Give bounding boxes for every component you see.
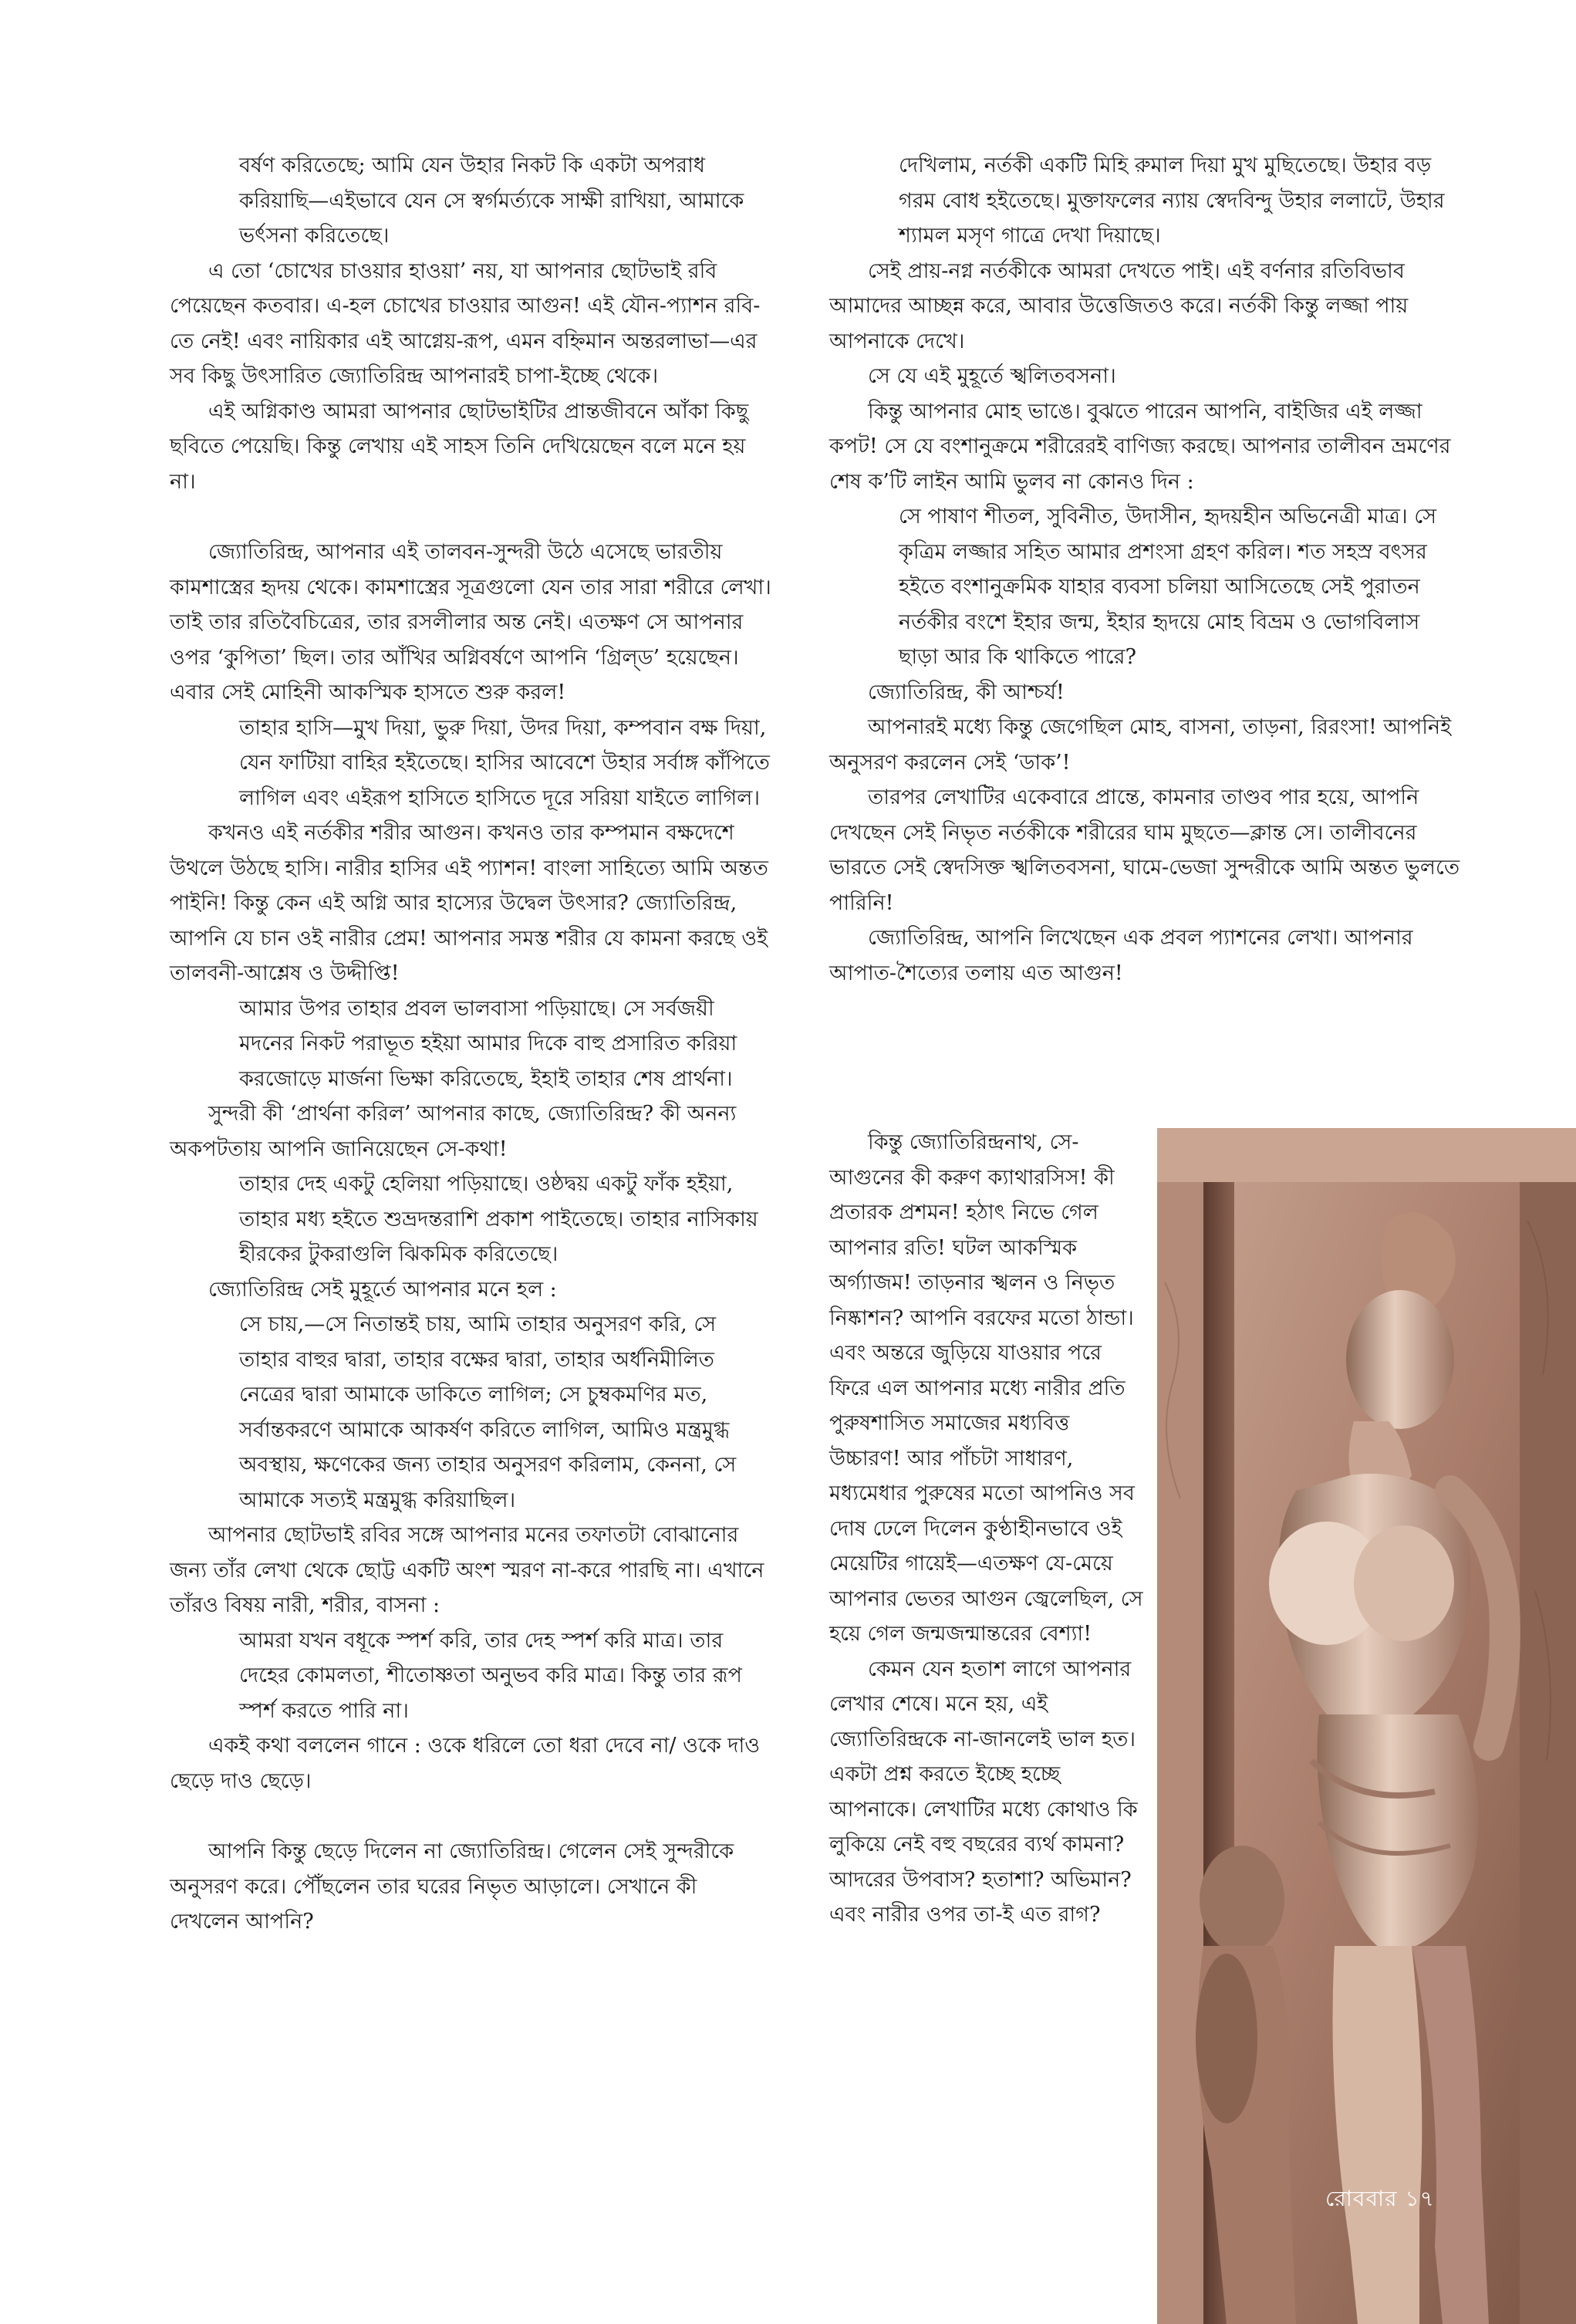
body-paragraph: এই অগ্নিকাণ্ড আমরা আপনার ছোটভাইটির প্রান্তজীবনে আঁকা কিছু ছবিতে পেয়েছি। কিন্তু লেখায় এই সাহস তিনি দেখিয়েছেন বলে মনে হয় না। xyxy=(170,399,749,494)
quoted-passage: সে চায়,—সে নিতান্তই চায়, আমি তাহার অনুসরণ করি, সে তাহার বাহুর দ্বারা, তাহার বক্ষের দ্বারা, তাহার অর্ধনিমীলিত নেত্রের দ্বারা আমাকে ডাকিতে লাগিল; সে চুম্বকমণির মত, সর্বান্তকরণে আমাকে আকর্ষণ করিতে লাগিল, আমিও মন্ত্রমুগ্ধ অবস্থায়, ক্ষণেকের জন্য তাহার অনুসরণ করিলাম, কেননা, সে আমাকে সত্যই মন্ত্রমুগ্ধ করিয়াছিল। xyxy=(239,1312,737,1512)
quoted-passage: সে পাষাণ শীতল, সুবিনীত, উদাসীন, হৃদয়হীন অভিনেত্রী মাত্র। সে কৃত্রিম লজ্জার সহিত আমার প্রশংসা গ্রহণ করিল। শত সহস্র বৎসর হইতে বংশানুক্রমিক যাহার ব্যবসা চলিয়া আসিতেছে সেই পুরাতন নর্তকীর বংশে ইহার জন্ম, ইহার হৃদয়ে মোহ বিভ্রম ও ভোগবিলাস ছাড়া আর কি থাকিতে পারে? xyxy=(899,505,1437,669)
temple-sculpture-photo xyxy=(1157,1128,1576,2324)
page-folio: রোববার ১৭ xyxy=(1325,2186,1435,2211)
paragraph-gap xyxy=(170,1799,771,1834)
body-paragraph: কিন্তু জ্যোতিরিন্দ্রনাথ, সে-আগুনের কী করুণ ক্যাথারসিস! কী প্রতারক প্রশমন! হঠাৎ নিভে গেল আপনার রতি! ঘটল আকস্মিক অর্গ্যাজম! তাড়নার স্খলন ও নিভৃত নিষ্কাশন? আপনি বরফের মতো ঠান্ডা। এবং অন্তরে জুড়িয়ে যাওয়ার পরে ফিরে এল আপনার মধ্যে নারীর প্রতি পুরুষশাসিত সমাজের মধ্যবিত্ত উচ্চারণ! আর পাঁচটা সাধারণ, মধ্যমেধার পুরুষের মতো আপনিও সব দোষ ঢেলে দিলেন কুণ্ঠাহীনভাবে ওই মেয়েটির গায়েই—এতক্ষণ যে-মেয়ে আপনার ভেতর আগুন জ্বেলেছিল, সে হয়ে গেল জন্মজন্মান্তরের বেশ্যা! xyxy=(829,1130,1143,1646)
body-paragraph: সেই প্রায়-নগ্ন নর্তকীকে আমরা দেখতে পাই। এই বর্ণনার রতিবিভাব আমাদের আচ্ছন্ন করে, আবার উত্তেজিতও করে। নর্তকী কিন্তু লজ্জা পায় আপনাকে দেখে। xyxy=(829,258,1409,353)
quoted-passage: আমার উপর তাহার প্রবল ভালবাসা পড়িয়াছে। সে সর্বজয়ী মদনের নিকট পরাভূত হইয়া আমার দিকে বাহু প্রসারিত করিয়া করজোড়ে মার্জনা ভিক্ষা করিতেছে, ইহাই তাহার শেষ প্রার্থনা। xyxy=(239,996,737,1091)
quoted-passage: বর্ষণ করিতেছে; আমি যেন উহার নিকট কি একটা অপরাধ করিয়াছি—এইভাবে যেন সে স্বর্গমর্ত্যকে সাক্ষী রাখিয়া, আমাকে ভর্ৎসনা করিতেছে। xyxy=(239,154,744,248)
article-column-right xyxy=(829,148,1462,991)
body-paragraph: কখনও এই নর্তকীর শরীর আগুন। কখনও তার কম্পমান বক্ষদেশে উথলে উঠছে হাসি। নারীর হাসির এই প্যাশন! বাংলা সাহিত্যে আমি অন্তত পাইনি! কিন্তু কেন এই অগ্নি আর হাস্যের উদ্বেল উৎসার? জ্যোতিরিন্দ্র, আপনি যে চান ওই নারীর প্রেম! আপনার সমস্ত শরীর যে কামনা করছে ওই তালবনী-আশ্লেষ ও উদ্দীপ্তি! xyxy=(170,821,768,985)
body-paragraph: আপনার ছোটভাই রবির সঙ্গে আপনার মনের তফাতটা বোঝানোর জন্য তাঁর লেখা থেকে ছোট্ট একটি অংশ স্মরণ না-করে পারছি না। এখানে তাঁরও বিষয় নারী, শরীর, বাসনা : xyxy=(170,1523,764,1617)
quoted-passage: দেখিলাম, নর্তকী একটি মিহি রুমাল দিয়া মুখ মুছিতেছে। উহার বড় গরম বোধ হইতেছে। মুক্তাফলের ন্যায় স্বেদবিন্দু উহার ললাটে, উহার শ্যামল মসৃণ গাত্রে দেখা দিয়াছে। xyxy=(899,154,1445,248)
quoted-passage: তাহার দেহ একটু হেলিয়া পড়িয়াছে। ওষ্ঠদ্বয় একটু ফাঁক হইয়া, তাহার মধ্য হইতে শুভ্রদন্তরাশি প্রকাশ পাইতেছে। তাহার নাসিকায় হীরকের টুকরাগুলি ঝিকমিক করিতেছে। xyxy=(239,1172,758,1266)
article-column-left xyxy=(170,148,771,1940)
body-paragraph: জ্যোতিরিন্দ্র সেই মুহূর্তে আপনার মনে হল : xyxy=(208,1277,557,1302)
body-paragraph: এ তো ‘চোখের চাওয়ার হাওয়া’ নয়, যা আপনার ছোটভাই রবি পেয়েছেন কতবার। এ-হল চোখের চাওয়ার আগুন! এই যৌন-প্যাশন রবি-তে নেই! এবং নায়িকার এই আগ্নেয়-রূপ, এমন বহ্নিমান অন্তরলাভা—এর সব কিছু উৎসারিত জ্যোতিরিন্দ্র আপনারই চাপা-ইচ্ছে থেকে। xyxy=(170,258,761,388)
paragraph-gap xyxy=(170,499,771,535)
body-paragraph: জ্যোতিরিন্দ্র, কী আশ্চর্য! xyxy=(868,680,1065,704)
body-paragraph: জ্যোতিরিন্দ্র, আপনি লিখেছেন এক প্রবল প্যাশনের লেখা। আপনার আপাত-শৈত্যের তলায় এত আগুন! xyxy=(829,926,1413,985)
quoted-passage: আমরা যখন বধূকে স্পর্শ করি, তার দেহ স্পর্শ করি মাত্র। তার দেহের কোমলতা, শীতোষ্ণতা অনুভব করি মাত্র। কিন্তু তার রূপ স্পর্শ করতে পারি না। xyxy=(239,1628,742,1723)
article-column-right-narrow xyxy=(829,1125,1146,1933)
body-paragraph: একই কথা বললেন গানে : ওকে ধরিলে তো ধরা দেবে না/ ওকে দাও ছেড়ে দাও ছেড়ে। xyxy=(170,1734,761,1793)
body-paragraph: সুন্দরী কী ‘প্রার্থনা করিল’ আপনার কাছে, জ্যোতিরিন্দ্র? কী অনন্য অকপটতায় আপনি জানিয়েছেন সে-কথা! xyxy=(170,1102,737,1161)
body-paragraph: আপনারই মধ্যে কিন্তু জেগেছিল মোহ, বাসনা, তাড়না, রিরংসা! আপনিই অনুসরণ করলেন সেই ‘ডাক’! xyxy=(829,715,1452,775)
body-paragraph: সে যে এই মুহূর্তে স্খলিতবসনা। xyxy=(868,364,1116,388)
body-paragraph: আপনি কিন্তু ছেড়ে দিলেন না জ্যোতিরিন্দ্র। গেলেন সেই সুন্দরীকে অনুসরণ করে। পৌঁছলেন তার ঘরের নিভৃত আড়ালে। সেখানে কী দেখলেন আপনি? xyxy=(170,1839,734,1934)
body-paragraph: জ্যোতিরিন্দ্র, আপনার এই তালবন-সুন্দরী উঠে এসেছে ভারতীয় কামশাস্ত্রের হৃদয় থেকে। কামশাস্ত্রের সূত্রগুলো যেন তার সারা শরীরে লেখা। তাই তার রতিবৈচিত্রের, তার রসলীলার অন্ত নেই। এতক্ষণ সে আপনার ওপর ‘কুপিতা’ ছিল। তার আঁখির অগ্নিবর্ষণে আপনি ‘গ্রিল্‌ড’ হয়েছেন। এবার সেই মোহিনী আকস্মিক হাসতে শুরু করল! xyxy=(170,540,771,704)
quoted-passage: তাহার হাসি—মুখ দিয়া, ভুরু দিয়া, উদর দিয়া, কম্পবান বক্ষ দিয়া, যেন ফাটিয়া বাহির হইতেছে। হাসির আবেশে উহার সর্বাঙ্গ কাঁপিতে লাগিল এবং এইরূপ হাসিতে হাসিতে দূরে সরিয়া যাইতে লাগিল। xyxy=(239,715,770,810)
body-paragraph: কেমন যেন হতাশ লাগে আপনার লেখার শেষে। মনে হয়, এই জ্যোতিরিন্দ্রকে না-জানলেই ভাল হত। একটা প্রশ্ন করতে ইচ্ছে হচ্ছে আপনাকে। লেখাটির মধ্যে কোথাও কি লুকিয়ে নেই বহু বছরের ব্যর্থ কামনা? আদরের উপবাস? হতাশা? অভিমান? এবং নারীর ওপর তা-ই এত রাগ? xyxy=(829,1657,1138,1927)
body-paragraph: কিন্তু আপনার মোহ ভাঙে। বুঝতে পারেন আপনি, বাইজির এই লজ্জা কপট! সে যে বংশানুক্রমে শরীরেরই বাণিজ্য করছে। আপনার তালীবন ভ্রমণের শেষ ক’টি লাইন আমি ভুলব না কোনও দিন : xyxy=(829,399,1451,494)
body-paragraph: তারপর লেখাটির একেবারে প্রান্তে, কামনার তাণ্ডব পার হয়ে, আপনি দেখছেন সেই নিভৃত নর্তকীকে শরীরের ঘাম মুছতে—ক্লান্ত সে। তালীবনের ভারতে সেই স্বেদসিক্ত স্খলিতবসনা, ঘামে-ভেজা সুন্দরীকে আমি অন্তত ভুলতে পারিনি! xyxy=(829,785,1460,915)
